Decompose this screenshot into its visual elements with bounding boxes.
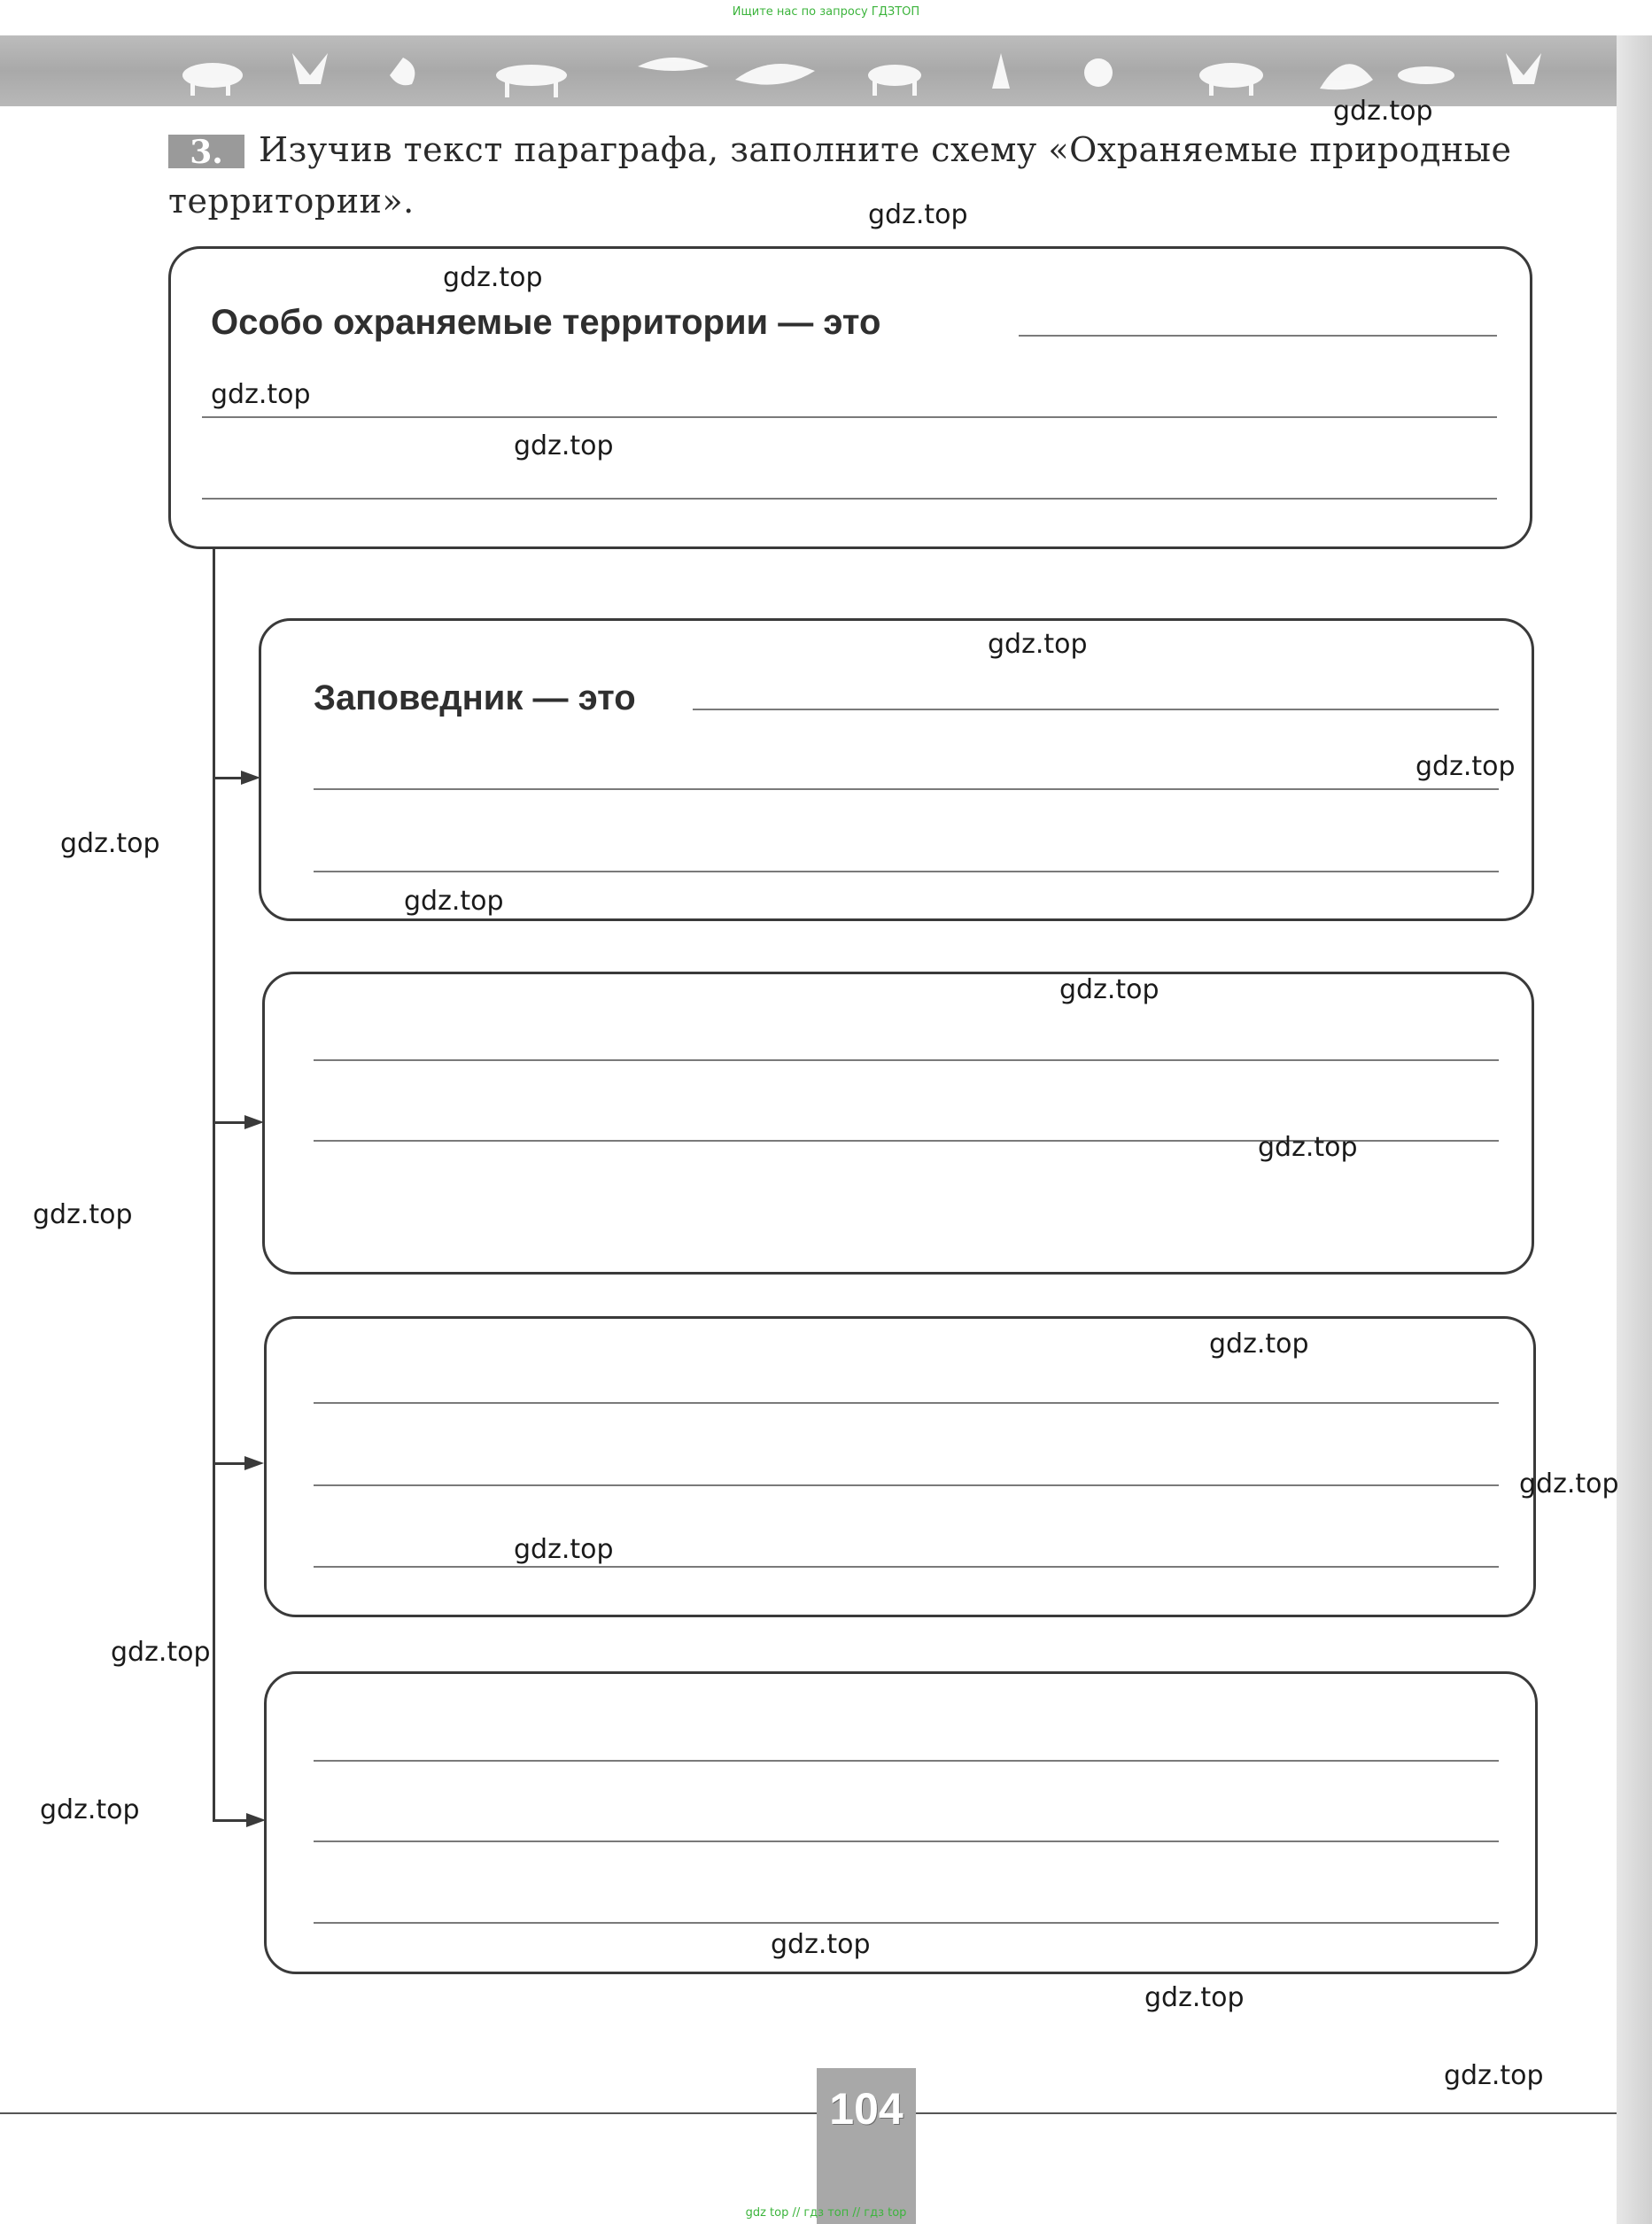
footer-rule bbox=[916, 2112, 1617, 2114]
answer-line[interactable] bbox=[314, 1840, 1499, 1842]
answer-line[interactable] bbox=[314, 1059, 1499, 1061]
watermark: gdz.top bbox=[443, 262, 543, 293]
answer-line[interactable] bbox=[202, 498, 1497, 500]
watermark: gdz.top bbox=[988, 629, 1088, 660]
watermark: gdz.top bbox=[111, 1637, 211, 1668]
answer-line[interactable] bbox=[314, 788, 1499, 790]
scheme-connector-vertical bbox=[213, 549, 215, 1822]
page-number: 104 bbox=[829, 2084, 904, 2134]
watermark: gdz.top bbox=[1144, 1982, 1245, 2013]
watermark: gdz.top bbox=[1519, 1468, 1619, 1499]
task-instruction: Изучив текст параграфа, заполните схему «Охраняемые природные территории». bbox=[168, 130, 1512, 221]
bottom-note: gdz top // гдз топ // гдз top bbox=[745, 2206, 907, 2220]
watermark: gdz.top bbox=[868, 199, 968, 230]
watermark: gdz.top bbox=[1444, 2060, 1544, 2091]
watermark: gdz.top bbox=[60, 828, 160, 859]
arrow-icon bbox=[244, 1115, 264, 1129]
empty-category-box bbox=[264, 1671, 1538, 1974]
watermark: gdz.top bbox=[211, 379, 311, 410]
empty-category-box bbox=[264, 1316, 1536, 1617]
watermark: gdz.top bbox=[514, 1534, 614, 1565]
zapovednik-box-title: Заповедник — это bbox=[314, 678, 636, 717]
answer-line[interactable] bbox=[1019, 335, 1497, 337]
footer-rule bbox=[0, 2112, 817, 2114]
main-box-title: Особо охраняемые территории — это bbox=[211, 303, 881, 342]
answer-line[interactable] bbox=[314, 1402, 1499, 1404]
page-edge-shadow bbox=[1617, 35, 1652, 2224]
answer-line[interactable] bbox=[314, 1760, 1499, 1762]
answer-line[interactable] bbox=[314, 1484, 1499, 1486]
watermark: gdz.top bbox=[1415, 751, 1516, 782]
watermark: gdz.top bbox=[40, 1794, 140, 1825]
watermark: gdz.top bbox=[771, 1929, 871, 1960]
watermark: gdz.top bbox=[33, 1199, 133, 1230]
answer-line[interactable] bbox=[314, 871, 1499, 872]
empty-category-box bbox=[262, 972, 1534, 1275]
arrow-icon bbox=[246, 1813, 266, 1827]
watermark: gdz.top bbox=[1059, 974, 1160, 1005]
answer-line[interactable] bbox=[693, 709, 1499, 710]
arrow-icon bbox=[241, 771, 260, 785]
answer-line[interactable] bbox=[202, 416, 1497, 418]
watermark: gdz.top bbox=[1258, 1132, 1358, 1163]
answer-line[interactable] bbox=[314, 1922, 1499, 1924]
task-number: 3. bbox=[168, 135, 244, 168]
answer-line[interactable] bbox=[314, 1566, 1499, 1568]
arrow-icon bbox=[244, 1456, 264, 1470]
watermark: gdz.top bbox=[514, 430, 614, 461]
top-note: Ищите нас по запросу ГДЗТОП bbox=[732, 5, 920, 19]
zapovednik-box bbox=[259, 618, 1534, 921]
watermark: gdz.top bbox=[1209, 1329, 1309, 1360]
watermark: gdz.top bbox=[1333, 96, 1433, 127]
main-definition-box bbox=[168, 246, 1532, 549]
watermark: gdz.top bbox=[404, 886, 504, 917]
